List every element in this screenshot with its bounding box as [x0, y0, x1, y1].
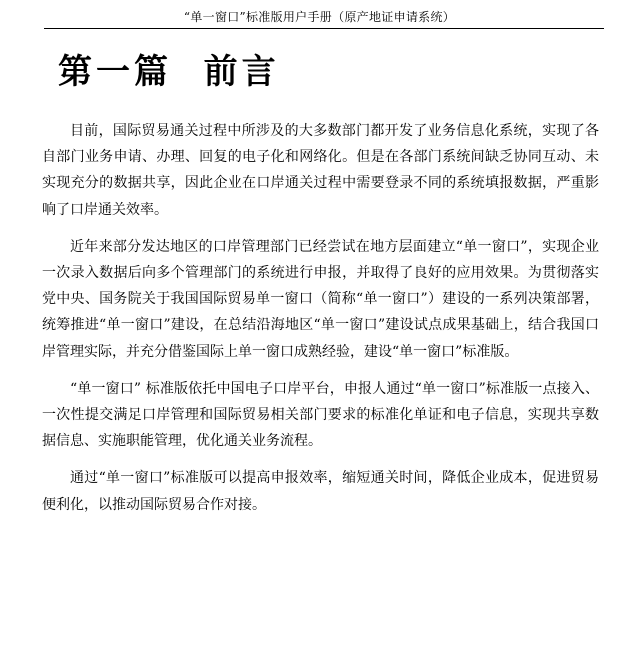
- body-text: [42, 118, 599, 529]
- header-divider: [44, 28, 604, 29]
- paragraph-4: 通过“单一窗口”标准版可以提高申报效率，缩短通关时间，降低企业成本，促进贸易便利化，以推动国际贸易合作对接。: [42, 470, 599, 513]
- running-header: “单一窗口”标准版用户手册（原产地证申请系统）: [183, 10, 456, 24]
- paragraph-3: “单一窗口” 标准版依托中国电子口岸平台，申报人通过“单一窗口”标准版一点接入、一次性提交满足口岸管理和国际贸易相关部门要求的标准化单证和电子信息，实现共享数据信息、实施职能管理，优化通关业务流程。: [42, 380, 599, 450]
- paragraph-1: 目前，国际贸易通关过程中所涉及的大多数部门都开发了业务信息化系统，实现了各自部门业务申请、办理、回复的电子化和网络化。但是在各部门系统间缺乏协同互动、未实现充分的数据共享，因此企业在口岸通关过程中需要登录不同的系统填报数据，严重影响了口岸通关效率。: [42, 123, 599, 218]
- chapter-title: 第一篇 前言: [58, 52, 280, 92]
- paragraph-2: 近年来部分发达地区的口岸管理部门已经尝试在地方层面建立“单一窗口”，实现企业一次录入数据后向多个管理部门的系统进行申报，并取得了良好的应用效果。为贯彻落实党中央、国务院关于我国国际贸易单一窗口（简称“单一窗口”）建设的一系列决策部署，统筹推进“单一窗口”建设，在总结沿海地区“单一窗口”建设试点成果基础上，结合我国口岸管理实际，并充分借鉴国际上单一窗口成熟经验，建设“单一窗口”标准版。: [42, 238, 599, 360]
